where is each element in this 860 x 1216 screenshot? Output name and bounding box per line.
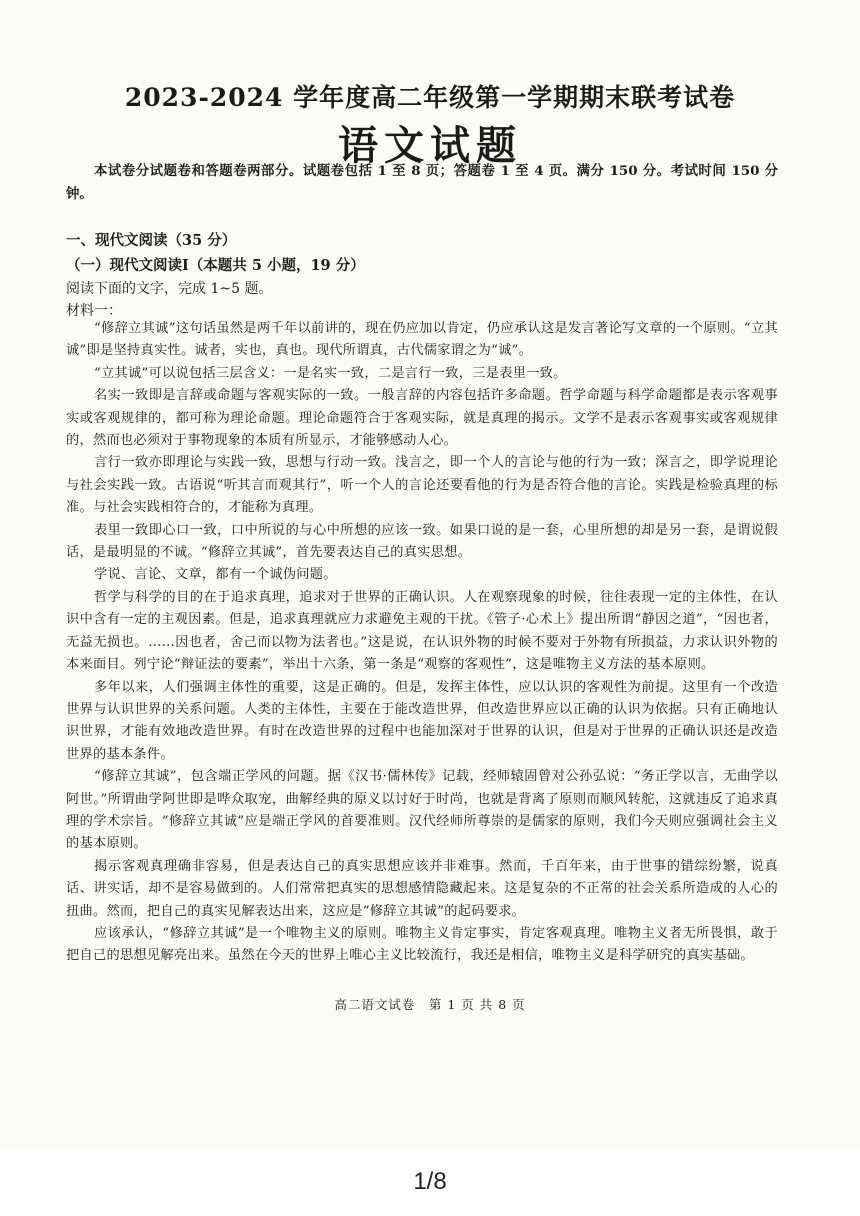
passage-paragraph: 多年以来，人们强调主体性的重要，这是正确的。但是，发挥主体性，应以认识的客观性为前提。这里有一个改造世界与认识世界的关系问题。人类的主体性，主要在于能改造世界，但改造世界应以正确的认识为依据。只有正确地认识世界，才能有效地改造世界。有时在改造世界的过程中也能加深对于世界的认识，但是对于世界的正确认识还是改造世界的基本条件。	[66, 679, 778, 762]
passage-paragraph: 揭示客观真理确非容易，但是表达自己的真实思想应该并非难事。然而，千百年来，由于世事的错综纷繁，说真话、讲实话，却不是容易做到的。人们常常把真实的思想感情隐藏起来。这是复杂的不正常的社会关系所造成的人心的扭曲。然而，把自己的真实见解表达出来，这应是“修辞立其诚”的起码要求。	[66, 858, 778, 919]
passage-paragraph: 表里一致即心口一致，口中所说的与心中所想的应该一致。如果口说的是一套，心里所想的却是另一套，是谓说假话，是最明显的不诚。“修辞立其诚”，首先要表达自己的真实思想。	[66, 522, 778, 561]
exam-instructions: 本试卷分试题卷和答题卷两部分。试题卷包括 1 至 8 页；答题卷 1 至 4 页。满分 150 分。考试时间 150 分钟。	[66, 163, 778, 202]
passage-paragraph: “立其诚”可以说包括三层含义：一是名实一致，二是言行一致，三是表里一致。	[94, 365, 567, 381]
material-label: 材料一：	[66, 303, 122, 319]
subject-title: 语文试题	[338, 122, 522, 169]
passage-paragraph: 学说、言论、文章，都有一个诚伪问题。	[94, 567, 337, 583]
passage-paragraph: “修辞立其诚”这句话虽然是两千年以前讲的，现在仍应加以肯定，仍应承认这是发言著论写文章的一个原则。“立其诚”即是坚持真实性。诚者，实也，真也。现代所谓真，古代儒家谓之为“诚”。	[66, 321, 778, 359]
exam-title: 2023-2024 学年度高二年级第一学期期末联考试卷	[124, 83, 736, 112]
page-footer: 高二语文试卷 第 1 页 共 8 页	[334, 997, 526, 1012]
passage-paragraph: 应该承认，“修辞立其诚”是一个唯物主义的原则。唯物主义肯定事实，肯定客观真理。唯物主义者无所畏惧，敢于把自己的思想见解亮出来。虽然在今天的世界上唯心主义比较流行，我还是相信，唯物主义是科学研究的真实基础。	[66, 925, 778, 964]
page-indicator: 1/8	[413, 1168, 447, 1195]
reading-prompt: 阅读下面的文字，完成 1~5 题。	[66, 281, 273, 297]
passage-paragraph: 名实一致即是言辞或命题与客观实际的一致。一般言辞的内容包括许多命题。哲学命题与科学命题都是表示客观事实或客观规律的，都可称为理论命题。理论命题符合于客观实际，就是真理的揭示。文学不是表示客观事实或客观规律的，然而也必须对于事物现象的本质有所显示，才能够感动人心。	[66, 388, 778, 449]
passage-paragraph: 哲学与科学的目的在于追求真理，追求对于世界的正确认识。人在观察现象的时候，往往表现一定的主体性，在认识中含有一定的主观因素。但是，追求真理就应力求避免主观的干扰。《管子·心术上》提出所谓“静因之道”，“因也者，无益无损也。……因也者，舍己而以物为法者也。”这是说，在认识外物的时候不要对于外物有所损益，力求认识外物的本来面目。列宁论“辩证法的要素”，举出十六条，第一条是“观察的客观性”，这是唯物主义方法的基本原则。	[66, 589, 778, 673]
passage-body	[66, 318, 778, 968]
section-heading: 一、现代文阅读（35 分）	[66, 232, 237, 249]
subsection-heading: （一）现代文阅读Ⅰ（本题共 5 小题，19 分）	[66, 257, 365, 274]
passage-paragraph: 言行一致亦即理论与实践一致，思想与行动一致。浅言之，即一个人的言论与他的行为一致；深言之，即学说理论与社会实践一致。古语说“听其言而观其行”，听一个人的言论还要看他的行为是否符合他的言论。实践是检验真理的标准。与社会实践相符合的，才能称为真理。	[66, 455, 778, 516]
passage-paragraph: “修辞立其诚”，包含端正学风的问题。据《汉书·儒林传》记载，经师辕固曾对公孙弘说：“务正学以言，无曲学以阿世。”所谓曲学阿世即是哗众取宠，曲解经典的原义以讨好于时尚，也就是背离了原则而顺风转舵，这就违反了追求真理的学术宗旨。“修辞立其诚”应是端正学风的首要准则。汉代经师所尊崇的是儒家的原则，我们今天则应强调社会主义的基本原则。	[66, 769, 778, 852]
